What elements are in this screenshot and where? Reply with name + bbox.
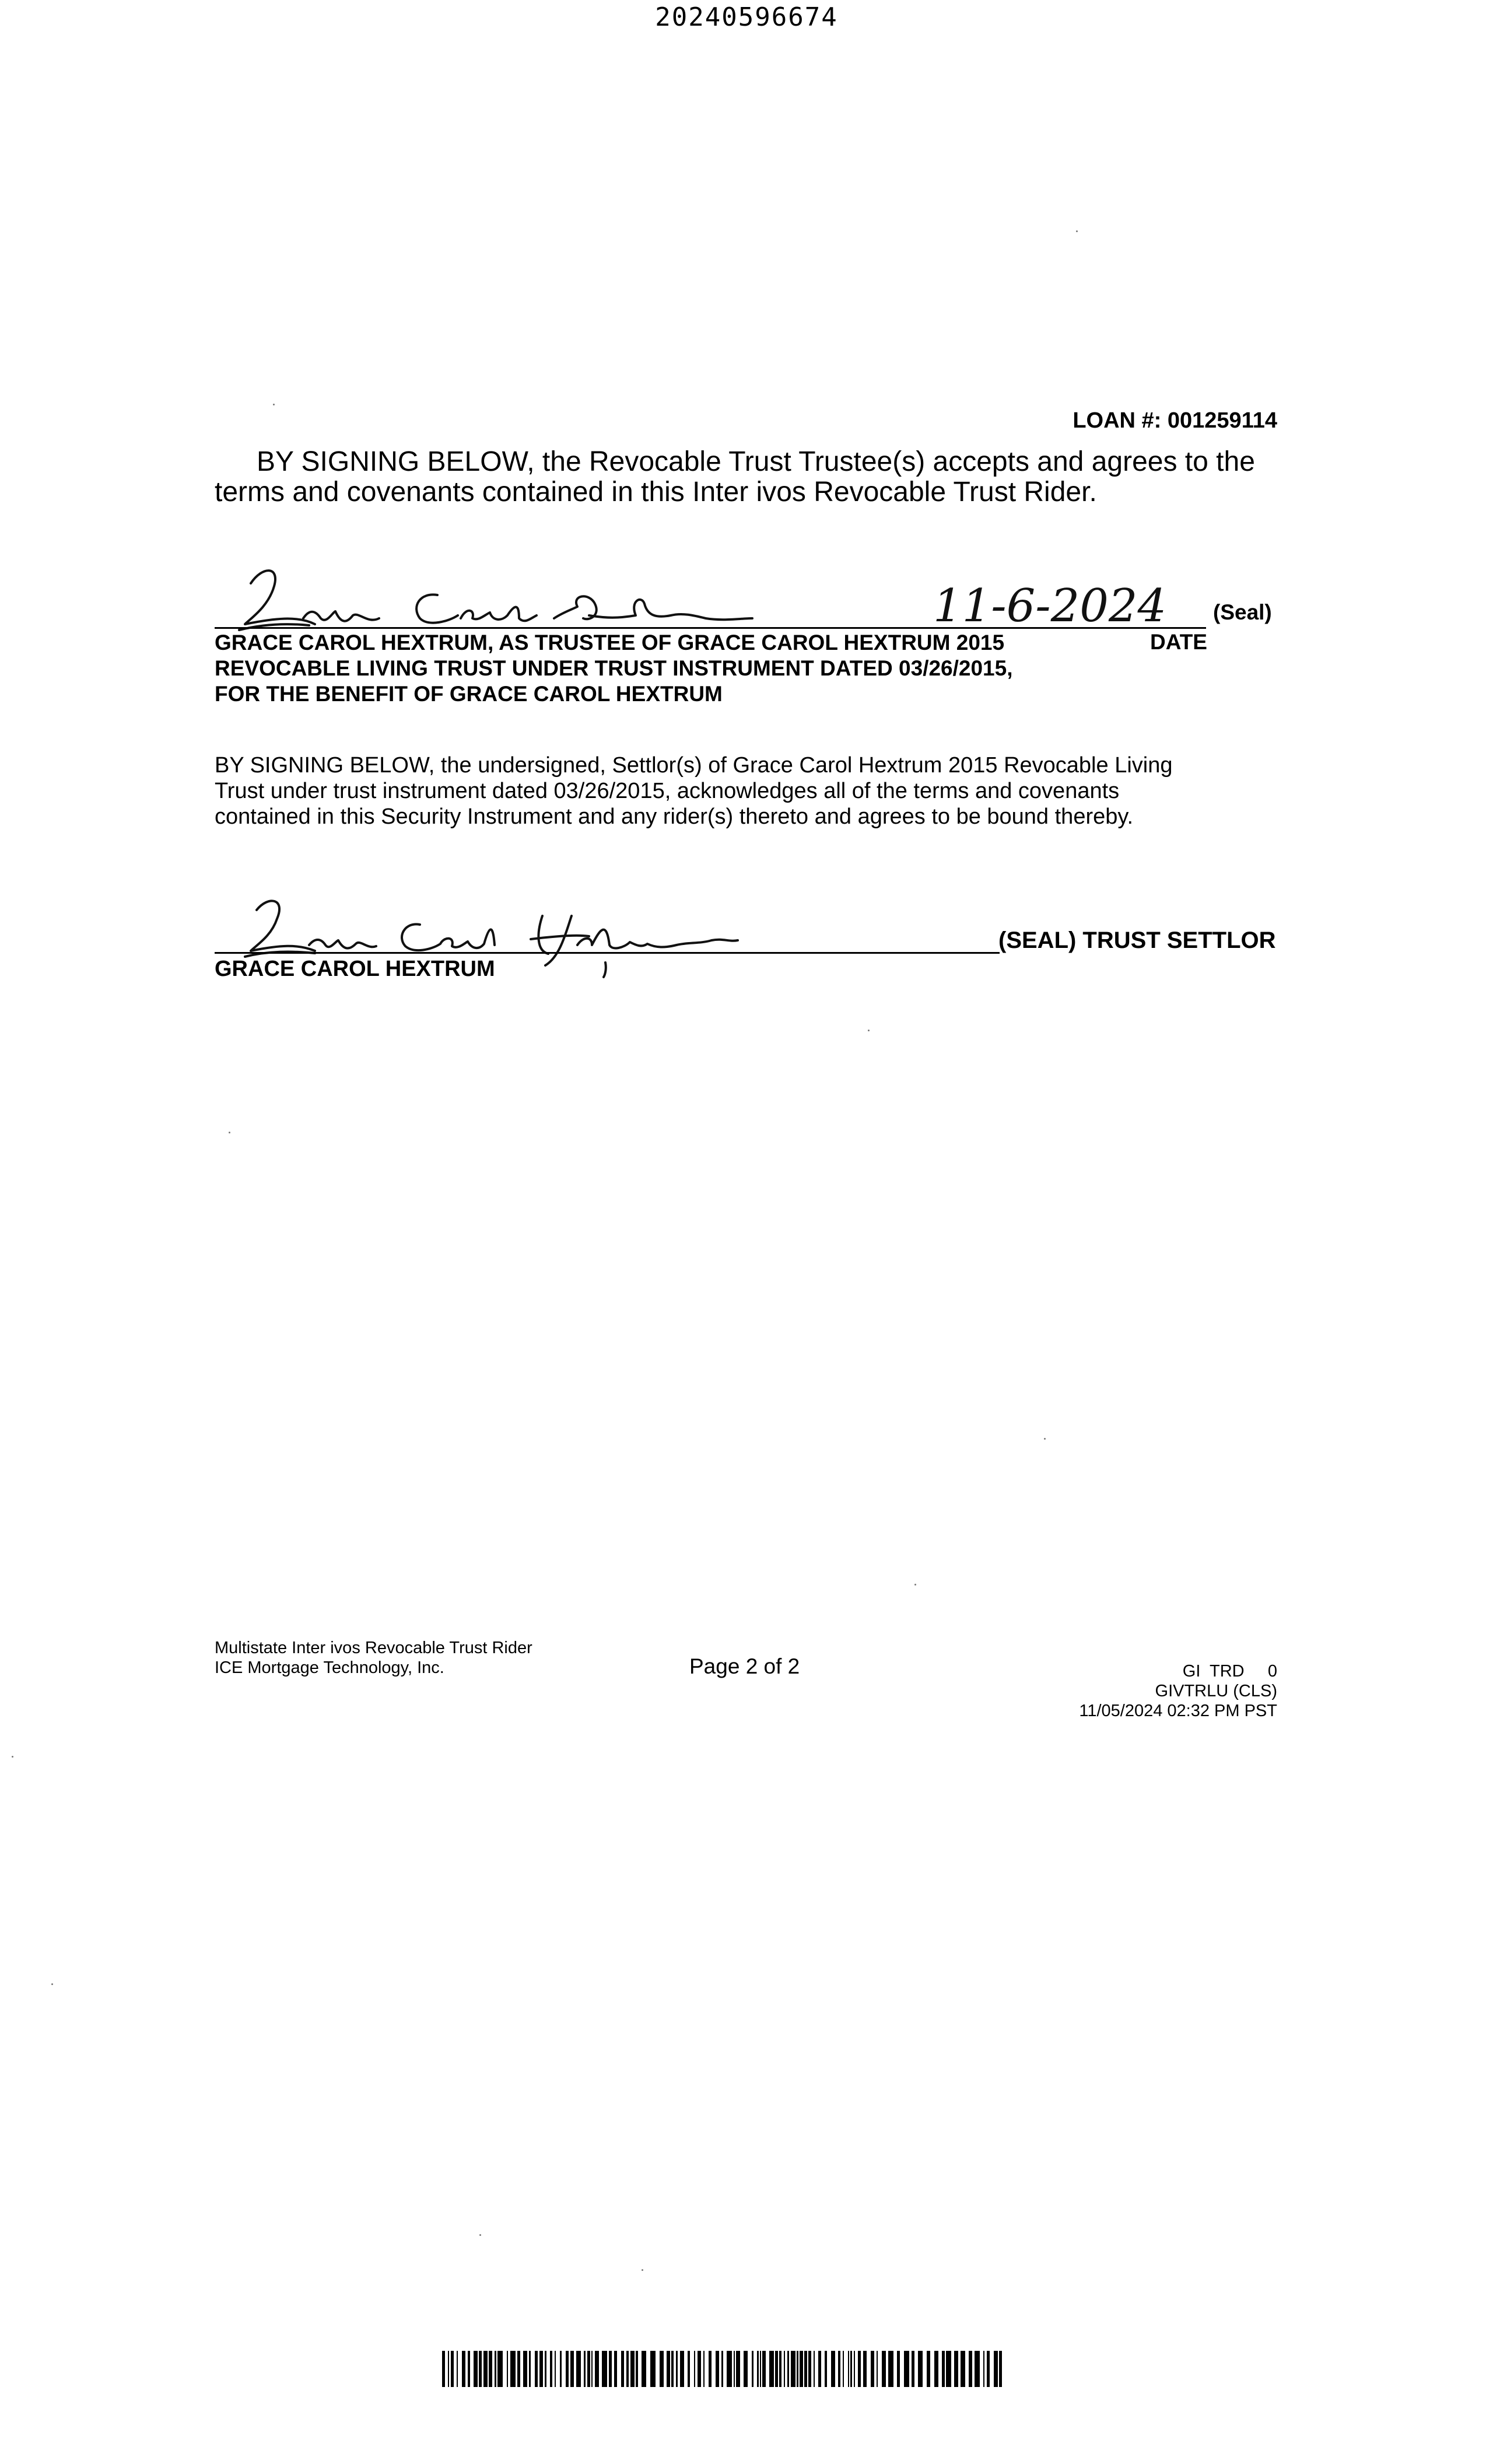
barcode-bar — [595, 2351, 599, 2387]
settlor-seal-label: (SEAL) TRUST SETTLOR — [998, 928, 1276, 953]
barcode-bar — [727, 2351, 732, 2387]
barcode-bar — [775, 2351, 778, 2387]
footer-codes — [1079, 1661, 1277, 1721]
barcode-bar — [983, 2351, 984, 2387]
barcode-bar — [495, 2351, 496, 2387]
barcode-bar — [630, 2351, 635, 2387]
barcode-bar — [535, 2351, 538, 2387]
barcode-bar — [850, 2351, 852, 2387]
barcode-bar — [934, 2351, 938, 2387]
scan-speck — [12, 1756, 13, 1758]
trustee-paragraph-line-1: BY SIGNING BELOW, the Revocable Trust Trustee(s) accepts and agrees to the — [257, 446, 1255, 477]
scan-speck — [479, 2234, 481, 2236]
barcode-bar — [987, 2351, 990, 2387]
barcode-bar — [566, 2351, 569, 2387]
barcode-bar — [912, 2351, 914, 2387]
barcode-bar — [680, 2351, 684, 2387]
scan-speck — [914, 1584, 916, 1586]
loan-number: LOAN #: 001259114 — [1073, 408, 1277, 433]
footer-code-1: GI TRD 0 — [1182, 1662, 1277, 1681]
barcode-bar — [721, 2351, 723, 2387]
barcode-bar — [510, 2351, 516, 2387]
settlor-signature-line — [215, 952, 1000, 954]
barcode-bar — [954, 2351, 958, 2387]
barcode-bar — [609, 2351, 612, 2387]
barcode-bar — [779, 2351, 781, 2387]
barcode-bar — [744, 2351, 748, 2387]
barcode-bar — [709, 2351, 712, 2387]
footer-code-2: GIVTRLU (CLS) — [1155, 1682, 1277, 1700]
barcode-bar — [688, 2351, 690, 2387]
barcode-bar — [591, 2351, 593, 2387]
settlor-name: GRACE CAROL HEXTRUM — [215, 957, 495, 981]
footer-timestamp: 11/05/2024 02:32 PM PST — [1079, 1702, 1277, 1720]
barcode-bar — [791, 2351, 795, 2387]
barcode-bar — [626, 2351, 629, 2387]
barcode-bar — [838, 2351, 840, 2387]
trustee-acceptance-paragraph — [215, 447, 1282, 508]
barcode-bar — [517, 2351, 520, 2387]
barcode-bar — [457, 2351, 458, 2387]
barcode-bar — [752, 2351, 753, 2387]
barcode-bar — [760, 2351, 761, 2387]
barcode-bar — [529, 2351, 531, 2387]
scan-speck — [868, 1030, 870, 1031]
barcode-bar — [694, 2351, 695, 2387]
barcode-bar — [784, 2351, 785, 2387]
barcode-bar — [871, 2351, 874, 2387]
page-number: Page 2 of 2 — [689, 1654, 800, 1678]
barcode-bar — [539, 2351, 543, 2387]
scan-speck — [642, 2269, 643, 2271]
trustee-name-line-2: REVOCABLE LIVING TRUST UNDER TRUST INSTRUMENT DATED 03/26/2015, — [215, 656, 1013, 680]
barcode-bar — [570, 2351, 574, 2387]
trustee-name-line-3: FOR THE BENEFIT OF GRACE CAROL HEXTRUM — [215, 682, 723, 706]
barcode-bar — [804, 2351, 807, 2387]
barcode-bar — [808, 2351, 811, 2387]
trustee-signature-image — [227, 560, 811, 642]
barcode-bar — [614, 2351, 617, 2387]
barcode-bar — [858, 2351, 861, 2387]
barcode-bar — [560, 2351, 562, 2387]
barcode-bar — [545, 2351, 546, 2387]
footer-company: ICE Mortgage Technology, Inc. — [215, 1658, 444, 1677]
barcode-bar — [918, 2351, 923, 2387]
scan-speck — [229, 1132, 230, 1133]
barcode-bar — [703, 2351, 705, 2387]
barcode-bar — [882, 2351, 886, 2387]
barcode-bar — [814, 2351, 815, 2387]
barcode-bar — [831, 2351, 835, 2387]
barcode-bar — [888, 2351, 893, 2387]
barcode-bar — [462, 2351, 465, 2387]
barcode-bar — [757, 2351, 759, 2387]
barcode-bar — [975, 2351, 980, 2387]
barcode-bar — [474, 2351, 478, 2387]
barcode-bar — [451, 2351, 454, 2387]
barcode-bar — [698, 2351, 701, 2387]
barcode-bar — [969, 2351, 972, 2387]
trustee-name-line-1: GRACE CAROL HEXTRUM, AS TRUSTEE OF GRACE CAROL HEXTRUM 2015 — [215, 631, 1005, 654]
barcode-bar — [584, 2351, 586, 2387]
barcode-bar — [848, 2351, 849, 2387]
footer-form-name: Multistate Inter ivos Revocable Trust Rider — [215, 1639, 532, 1657]
barcode-bar — [468, 2351, 470, 2387]
barcode-bar — [904, 2351, 909, 2387]
recording-number: 20240596674 — [655, 2, 838, 32]
barcode-bar — [946, 2351, 951, 2387]
barcode-bar — [769, 2351, 774, 2387]
barcode-bar — [479, 2351, 482, 2387]
barcode-bar — [660, 2351, 664, 2387]
barcode-bar — [489, 2351, 492, 2387]
barcode-bar — [621, 2351, 624, 2387]
barcode-bar — [897, 2351, 900, 2387]
handwritten-date-image — [927, 575, 1201, 633]
settlor-paragraph-line-1: BY SIGNING BELOW, the undersigned, Settlor(s) of Grace Carol Hextrum 2015 Revocable Living — [215, 753, 1173, 778]
barcode-bar — [448, 2351, 449, 2387]
barcode-bar — [442, 2351, 445, 2387]
scan-speck — [1076, 230, 1078, 232]
barcode-bar — [843, 2351, 844, 2387]
trustee-name-block — [215, 630, 1148, 707]
settlor-acknowledgment-paragraph — [215, 752, 1282, 830]
barcode-bar — [942, 2351, 945, 2387]
barcode-bar — [555, 2351, 556, 2387]
barcode-bar — [497, 2351, 503, 2387]
barcode-bar — [671, 2351, 674, 2387]
barcode-bar — [863, 2351, 867, 2387]
barcode-bar — [994, 2351, 998, 2387]
date-label: DATE — [1150, 630, 1207, 654]
settlor-paragraph-line-3: contained in this Security Instrument and any rider(s) thereto and agrees to be bound thereby. — [215, 804, 1134, 829]
barcode-bar — [854, 2351, 855, 2387]
handwritten-date: 11-6-2024 — [933, 580, 1167, 632]
barcode-bar — [797, 2351, 798, 2387]
scan-speck — [1044, 1438, 1046, 1440]
settlor-paragraph-line-2: Trust under trust instrument dated 03/26/2015, acknowledges all of the terms and covenants — [215, 779, 1120, 803]
barcode-bar — [642, 2351, 646, 2387]
scan-speck — [51, 1983, 53, 1985]
barcode-bar — [602, 2351, 607, 2387]
barcode-image — [442, 2351, 1005, 2387]
footer-form-info — [215, 1638, 532, 1678]
barcode-bar — [576, 2351, 581, 2387]
barcode-bar — [825, 2351, 827, 2387]
barcode-bar — [999, 2351, 1002, 2387]
trustee-paragraph-line-2: terms and covenants contained in this Inter ivos Revocable Trust Rider. — [215, 477, 1097, 508]
barcode-bar — [818, 2351, 821, 2387]
barcode-bar — [667, 2351, 670, 2387]
barcode-bar — [636, 2351, 638, 2387]
barcode-bar — [523, 2351, 527, 2387]
barcode-bar — [650, 2351, 656, 2387]
barcode-bar — [676, 2351, 678, 2387]
trustee-signature-line — [215, 627, 1206, 629]
barcode-bar — [787, 2351, 789, 2387]
barcode-bar — [587, 2351, 590, 2387]
scan-speck — [273, 404, 275, 405]
barcode-bar — [550, 2351, 552, 2387]
barcode-bar — [961, 2351, 965, 2387]
barcode-bar — [507, 2351, 508, 2387]
barcode-bar — [762, 2351, 766, 2387]
barcode-bar — [877, 2351, 878, 2387]
barcode-bar — [716, 2351, 719, 2387]
barcode-bar — [736, 2351, 740, 2387]
barcode-bar — [483, 2351, 488, 2387]
barcode-bar — [734, 2351, 735, 2387]
barcode-bar — [927, 2351, 930, 2387]
barcode-bar — [800, 2351, 803, 2387]
trustee-seal-label: (Seal) — [1213, 600, 1272, 624]
